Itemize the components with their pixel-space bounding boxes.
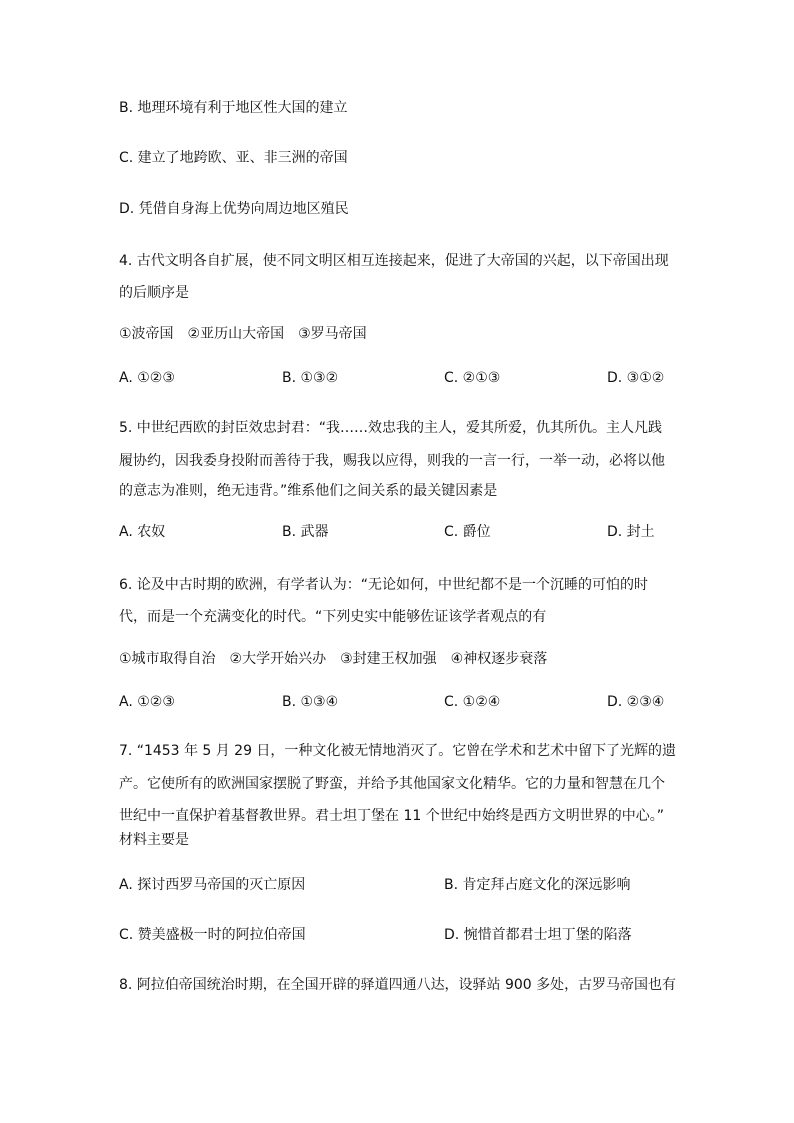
q7-stem-line3: 世纪中一直保护着基督教世界。君士坦丁堡在 11 个世纪中始终是西方文明世界的中心。” <box>119 808 664 824</box>
q4-option-a: A. ①②③ <box>119 370 175 386</box>
q5-stem-line3: 的意志为准则，绝无违背。”维系他们之间关系的最关键因素是 <box>119 483 498 499</box>
q5-option-d: D. 封土 <box>607 524 655 540</box>
q5-option-c: C. 爵位 <box>444 524 491 540</box>
q7-option-b: B. 肯定拜占庭文化的深远影响 <box>444 877 631 893</box>
q8-stem-line1: 8. 阿拉伯帝国统治时期，在全国开辟的驿道四通八达，设驿站 900 多处，古罗马帝国也有 <box>119 977 676 993</box>
q3-option-c: C. 建立了地跨欧、亚、非三洲的帝国 <box>119 150 348 166</box>
q6-items: ①城市取得自治 ②大学开始兴办 ③封建王权加强 ④神权逐步衰落 <box>119 651 548 667</box>
q5-option-a: A. 农奴 <box>119 524 166 540</box>
q4-option-d: D. ③①② <box>607 370 665 386</box>
q7-stem-line2: 产。它使所有的欧洲国家摆脱了野蛮，并给予其他国家文化精华。它的力量和智慧在几个 <box>119 776 665 792</box>
q4-stem-line1: 4. 古代文明各自扩展，使不同文明区相互连接起来，促进了大帝国的兴起，以下帝国出现 <box>119 253 669 269</box>
q4-option-b: B. ①③② <box>282 370 339 386</box>
q7-stem-line4: 材料主要是 <box>119 832 189 848</box>
q7-option-d: D. 惋惜首都君士坦丁堡的陷落 <box>444 927 632 943</box>
q4-items: ①波帝国 ②亚历山大帝国 ③罗马帝国 <box>119 326 367 342</box>
q3-option-b: B. 地理环境有利于地区性大国的建立 <box>119 100 348 116</box>
q7-option-c: C. 赞美盛极一时的阿拉伯帝国 <box>119 927 306 943</box>
q4-option-c: C. ②①③ <box>444 370 501 386</box>
q6-option-d: D. ②③④ <box>607 694 665 710</box>
q5-stem-line1: 5. 中世纪西欧的封臣效忠封君：“我……效忠我的主人，爱其所爱，仇其所仇。主人凡践 <box>119 420 663 436</box>
q5-stem-line2: 履协约，因我委身投附而善待于我，赐我以应得，则我的一言一行，一举一动，必将以他 <box>119 453 665 469</box>
q7-stem-line1: 7. “1453 年 5 月 29 日，一种文化被无情地消灭了。它曾在学术和艺术中留下了光辉的遗 <box>119 743 676 759</box>
q6-option-a: A. ①②③ <box>119 694 175 710</box>
q6-option-c: C. ①②④ <box>444 694 501 710</box>
q3-option-d: D. 凭借自身海上优势向周边地区殖民 <box>119 201 349 217</box>
q4-stem-line2: 的后顺序是 <box>119 285 189 301</box>
q5-option-b: B. 武器 <box>282 524 329 540</box>
q7-option-a: A. 探讨西罗马帝国的灭亡原因 <box>119 877 306 893</box>
q6-stem-line2: 代，而是一个充满变化的时代。“下列史实中能够佐证该学者观点的有 <box>119 609 547 625</box>
q6-stem-line1: 6. 论及中古时期的欧洲，有学者认为：“无论如何，中世纪都不是一个沉睡的可怕的时 <box>119 577 649 593</box>
q6-option-b: B. ①③④ <box>282 694 339 710</box>
